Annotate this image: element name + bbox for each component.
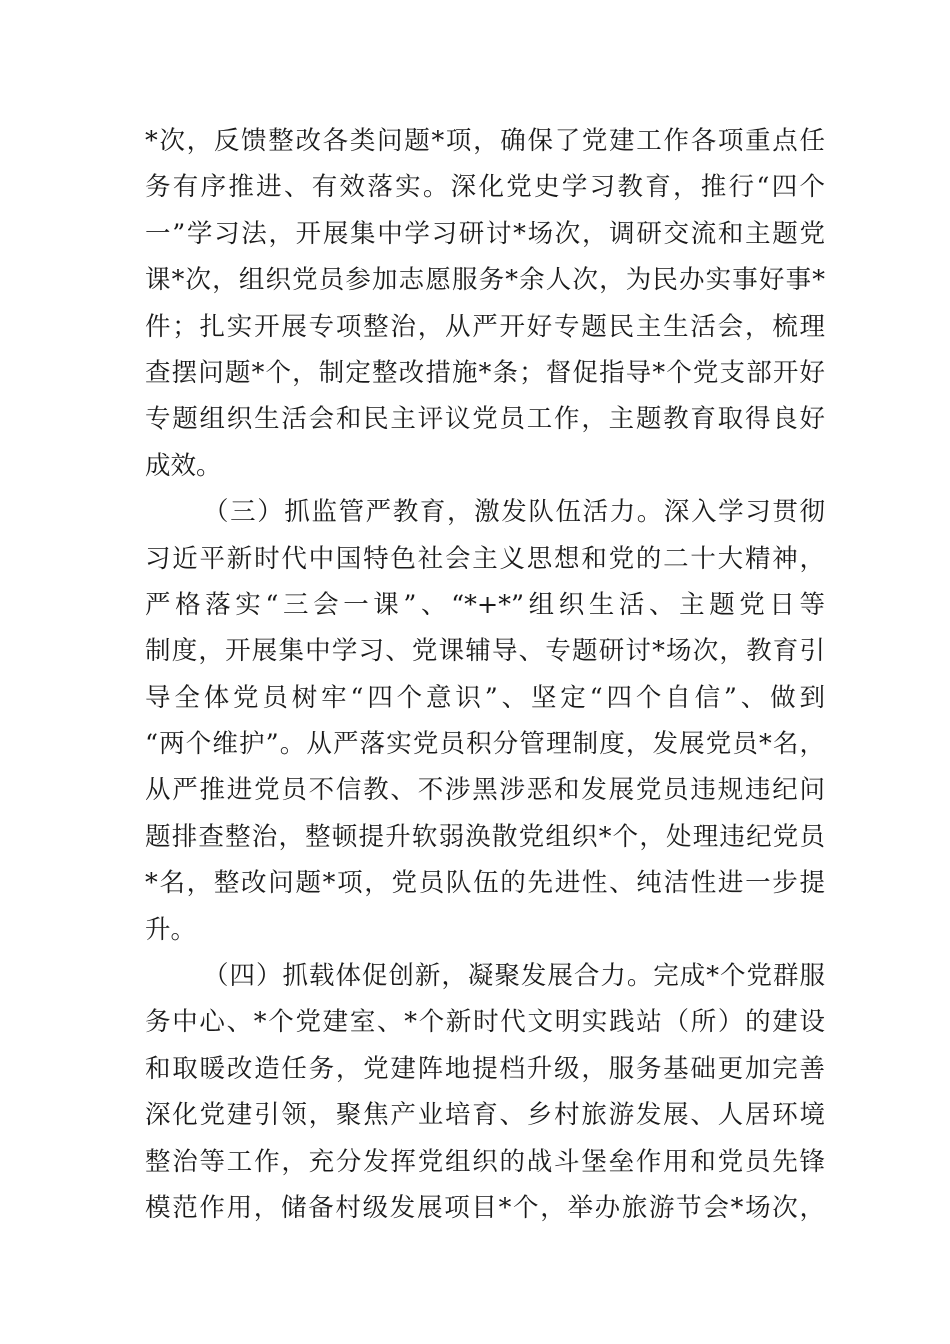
text-line: 从严推进党员不信教、不涉黑涉恶和发展党员违规违纪问 — [145, 775, 825, 806]
text-line: 制度，开展集中学习、党课辅导、专题研讨*场次，教育引 — [145, 636, 825, 667]
document-body — [145, 118, 825, 1231]
text-line: 查摆问题*个，制定整改措施*条；督促指导*个党支部开好 — [145, 357, 825, 388]
text-line: 务中心、*个党建室、*个新时代文明实践站（所）的建设 — [145, 1007, 825, 1038]
text-line: *次，反馈整改各类问题*项，确保了党建工作各项重点任 — [145, 126, 825, 156]
text-line: 升。 — [145, 914, 197, 945]
text-line: “两个维护”。从严落实党员积分管理制度，发展党员*名， — [145, 729, 825, 760]
text-line: 成效。 — [145, 450, 222, 481]
text-line: 务有序推进、有效落实。深化党史学习教育，推行“四个 — [145, 172, 825, 203]
text-line: 模范作用，储备村级发展项目*个，举办旅游节会*场次， — [145, 1192, 825, 1223]
text-line: 和取暖改造任务，党建阵地提档升级，服务基础更加完善 — [145, 1053, 825, 1084]
text-line: 课*次，组织党员参加志愿服务*余人次，为民办实事好事* — [145, 265, 825, 296]
text-line: 一”学习法，开展集中学习研讨*场次，调研交流和主题党 — [145, 218, 825, 249]
text-line: 深化党建引领，聚焦产业培育、乡村旅游发展、人居环境 — [145, 1100, 825, 1131]
text-line: 习近平新时代中国特色社会主义思想和党的二十大精神， — [145, 543, 825, 574]
text-line: *名，整改问题*项，党员队伍的先进性、纯洁性进一步提 — [145, 868, 825, 899]
section-heading-line: （三）抓监管严教育，激发队伍活力。深入学习贯彻 — [203, 497, 825, 528]
text-line: 专题组织生活会和民主评议党员工作，主题教育取得良好 — [145, 404, 825, 435]
section-heading-line: （四）抓载体促创新，凝聚发展合力。完成*个党群服 — [203, 961, 825, 992]
text-line: 导全体党员树牢“四个意识”、坚定“四个自信”、做到 — [145, 682, 825, 713]
text-line: 题排查整治，整顿提升软弱涣散党组织*个，处理违纪党员 — [145, 821, 825, 852]
text-line: 严格落实“三会一课”、“*+*”组织生活、主题党日等 — [145, 589, 825, 620]
text-line: 件；扎实开展专项整治，从严开好专题民主生活会，梳理 — [145, 311, 825, 342]
text-line: 整治等工作，充分发挥党组织的战斗堡垒作用和党员先锋 — [145, 1146, 825, 1177]
